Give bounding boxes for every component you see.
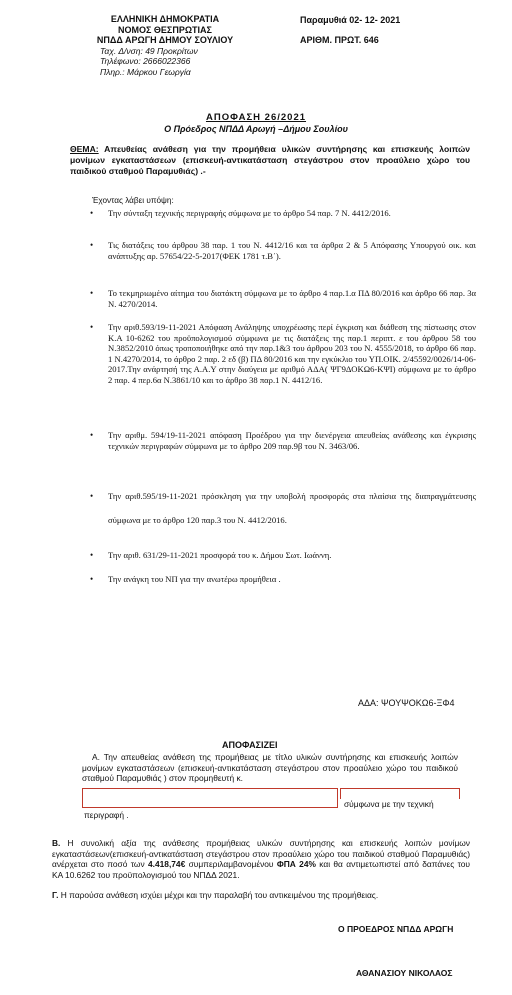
issuer-line-3: ΝΠΔΔ ΑΡΩΓΗ ΔΗΜΟΥ ΣΟΥΛΙΟΥ xyxy=(96,35,234,45)
consideration-item: • Την αριθ.593/19-11-2021 Απόφαση Ανάληψης υποχρέωσης περί έγκριση και διάθεση της πίστωσης στον Κ.Α 10-6262 του προϋπολογισμού σύμφωνα με τις διατάξεις της παρ.1 περιπτ. ε του άρθρου 58 του Ν.3852/2010 όπως τροποποιήθηκε από την παρ.1&3 του άρθρου 203 του Ν. 4555/2018, το άρθρο 66 παρ. 1 Ν.4270/2014, το άρθρο 2 παρ. 2 εδ (β) ΠΔ 80/2016 και την εγκύκλιο του ΥΠ.ΟΙΚ. 2/45592/0026/14-06-2017.Την ανάρτησή της Α.Α.Υ στην διαύγεια με αριθμό ΑΔΑ( ΨΓ9ΔΟΚΩ6-ΚΨΙ) σύμφωνα με το άρθρο 2 παρ. 4 περ.6α Ν.3861/10 και το άρθρο 38 παρ.1 Ν. 4412/16. xyxy=(90,322,476,385)
decision-b: Β. Η συνολική αξία της ανάθεσης προμήθειας υλικών συντήρησης και επισκευής λοιπών μονίμων εγκαταστάσεων(επισκευή-αντικατάσταση στεγάστρου στον προαύλειο χώρο του παιδικού σταθμού Παραμυθιάς) ανέρχεται στο ποσό των 4.418,74€ συμπεριλαμβανομένου ΦΠΑ 24% και θα αντιμετωπιστεί από δαπάνες του ΚΑ 10.6262 του προϋπολογισμού του ΝΠΔΔ 2021. xyxy=(52,838,470,880)
bullet-icon: • xyxy=(90,430,94,440)
date-protocol-block xyxy=(300,10,400,50)
redacted-supplier-box-extension xyxy=(340,788,460,799)
issuer-line-2: ΝΟΜΟΣ ΘΕΣΠΡΩΤΙΑΣ xyxy=(118,24,212,35)
consideration-item: • Την αριθ.595/19-11-2021 πρόσκληση για την υποβολή προσφοράς στα πλαίσια της διαπραγμάτευσης σύμφωνα με το άρθρο 120 παρ.3 του Ν. 4412/2016. xyxy=(90,484,476,532)
issuer-line-1: ΕΛΛΗΝΙΚΗ ΔΗΜΟΚΡΑΤΙΑ xyxy=(110,14,220,24)
consideration-item: • Την αριθ. 631/29-11-2021 προσφορά του κ. Δήμου Σωτ. Ιωάννη. xyxy=(90,550,332,560)
bullet-icon: • xyxy=(90,208,94,218)
bullet-icon: • xyxy=(90,574,94,584)
decision-a xyxy=(82,752,458,784)
bullet-icon: • xyxy=(90,550,94,560)
bullet-icon: • xyxy=(90,240,94,250)
ada-code: ΑΔΑ: ΨΟΥΨΟΚΩ6-ΞΦ4 xyxy=(358,698,455,708)
subject-paragraph xyxy=(70,144,470,177)
subject-label: ΘΕΜΑ: xyxy=(70,144,99,154)
consideration-item: • Τις διατάξεις του άρθρου 38 παρ. 1 του Ν. 4412/16 και τα άρθρα 2 & 5 Απόφασης Υπουργού οικ. και ανάπτυξης αρ. 57654/22-5-2017(ΦΕΚ 1781 τ.Β΄). xyxy=(90,240,476,261)
decision-a-label: Α. xyxy=(92,752,100,762)
protocol-number: ΑΡΙΘΜ. ΠΡΩΤ. 646 xyxy=(300,35,379,45)
consideration-item: • Την αριθμ. 594/19-11-2021 απόφαση Προέδρου για την διενέργεια απευθείας ανάθεσης και έγκρισης τεχνικών περιγραφών σύμφωνα με το άρθρο 209 παρ.9β του Ν. 3463/06. xyxy=(90,430,476,451)
issuer-address: Ταχ. Δ/νση: 49 Προκρίτων xyxy=(100,45,198,56)
signatory-role: Ο ΠΡΟΕΔΡΟΣ ΝΠΔΔ ΑΡΩΓΗ xyxy=(338,924,454,934)
consideration-item: • Το τεκμηριωμένο αίτημα του διατάκτη σύμφωνα με το άρθρο 4 παρ.1.α ΠΔ 80/2016 και άρθρο 66 παρ. 3α Ν. 4270/2014. xyxy=(90,288,476,309)
signatory-name: ΑΘΑΝΑΣΙΟΥ ΝΙΚΟΛΑΟΣ xyxy=(356,968,453,978)
subject-text: Απευθείας ανάθεση για την προμήθεια υλικών συντήρησης και επισκευής λοιπών μονίμων εγκαταστάσεων (επισκευή-αντικατάσταση στεγάστρου στον προαύλειο χώρο του παιδικού σταθμού Παραμυθιάς) .- xyxy=(70,144,470,176)
decision-c: Γ. Η παρούσα ανάθεση ισχύει μέχρι και την παραλαβή του αντικειμένου της προμήθειας. xyxy=(52,890,379,900)
decision-a-end: περιγραφή . xyxy=(84,810,129,820)
decision-subtitle: Ο Πρόεδρος ΝΠΔΔ Αρωγή –Δήμου Σουλίου xyxy=(164,124,348,134)
considerations-intro: Έχοντας λάβει υπόψη: xyxy=(92,196,174,205)
issuer-block xyxy=(60,14,270,77)
place-date: Παραμυθιά 02- 12- 2021 xyxy=(300,15,401,25)
decision-b-label: Β. xyxy=(52,838,61,848)
decision-c-label: Γ. xyxy=(52,890,59,900)
consideration-item: • Την σύνταξη τεχνικής περιγραφής σύμφωνα με το άρθρο 54 παρ. 7 Ν. 4412/2016. xyxy=(90,208,391,218)
total-amount: 4.418,74€ xyxy=(147,859,186,869)
consideration-item: • Την ανάγκη του ΝΠ για την ανωτέρω προμήθεια . xyxy=(90,574,281,584)
decision-title: ΑΠΟΦΑΣΗ 26/2021 xyxy=(205,112,307,123)
vat-rate: ΦΠΑ 24% xyxy=(276,859,316,869)
bullet-icon: • xyxy=(90,491,94,501)
bullet-icon: • xyxy=(90,288,94,298)
issuer-contact: Πληρ.: Μάρκου Γεωργία xyxy=(100,66,191,77)
decision-a-text: Την απευθείας ανάθεση της προμήθειας με τίτλο υλικών συντήρησης και επισκευής λοιπών μονίμων εγκαταστάσεων (επισκευή-αντικατάσταση στεγάστρου στον προαύλειο χώρο του παιδικού σταθμού Παραμυθιάς ) στον προμηθευτή κ. xyxy=(82,752,458,783)
bullet-icon: • xyxy=(90,322,94,332)
issuer-phone: Τηλέφωνο: 2666022366 xyxy=(100,56,191,66)
redacted-supplier-box xyxy=(82,788,338,808)
decision-a-tail: σύμφωνα με την τεχνική xyxy=(344,799,434,809)
decides-heading: ΑΠΟΦΑΣΙΖΕΙ xyxy=(222,740,278,750)
